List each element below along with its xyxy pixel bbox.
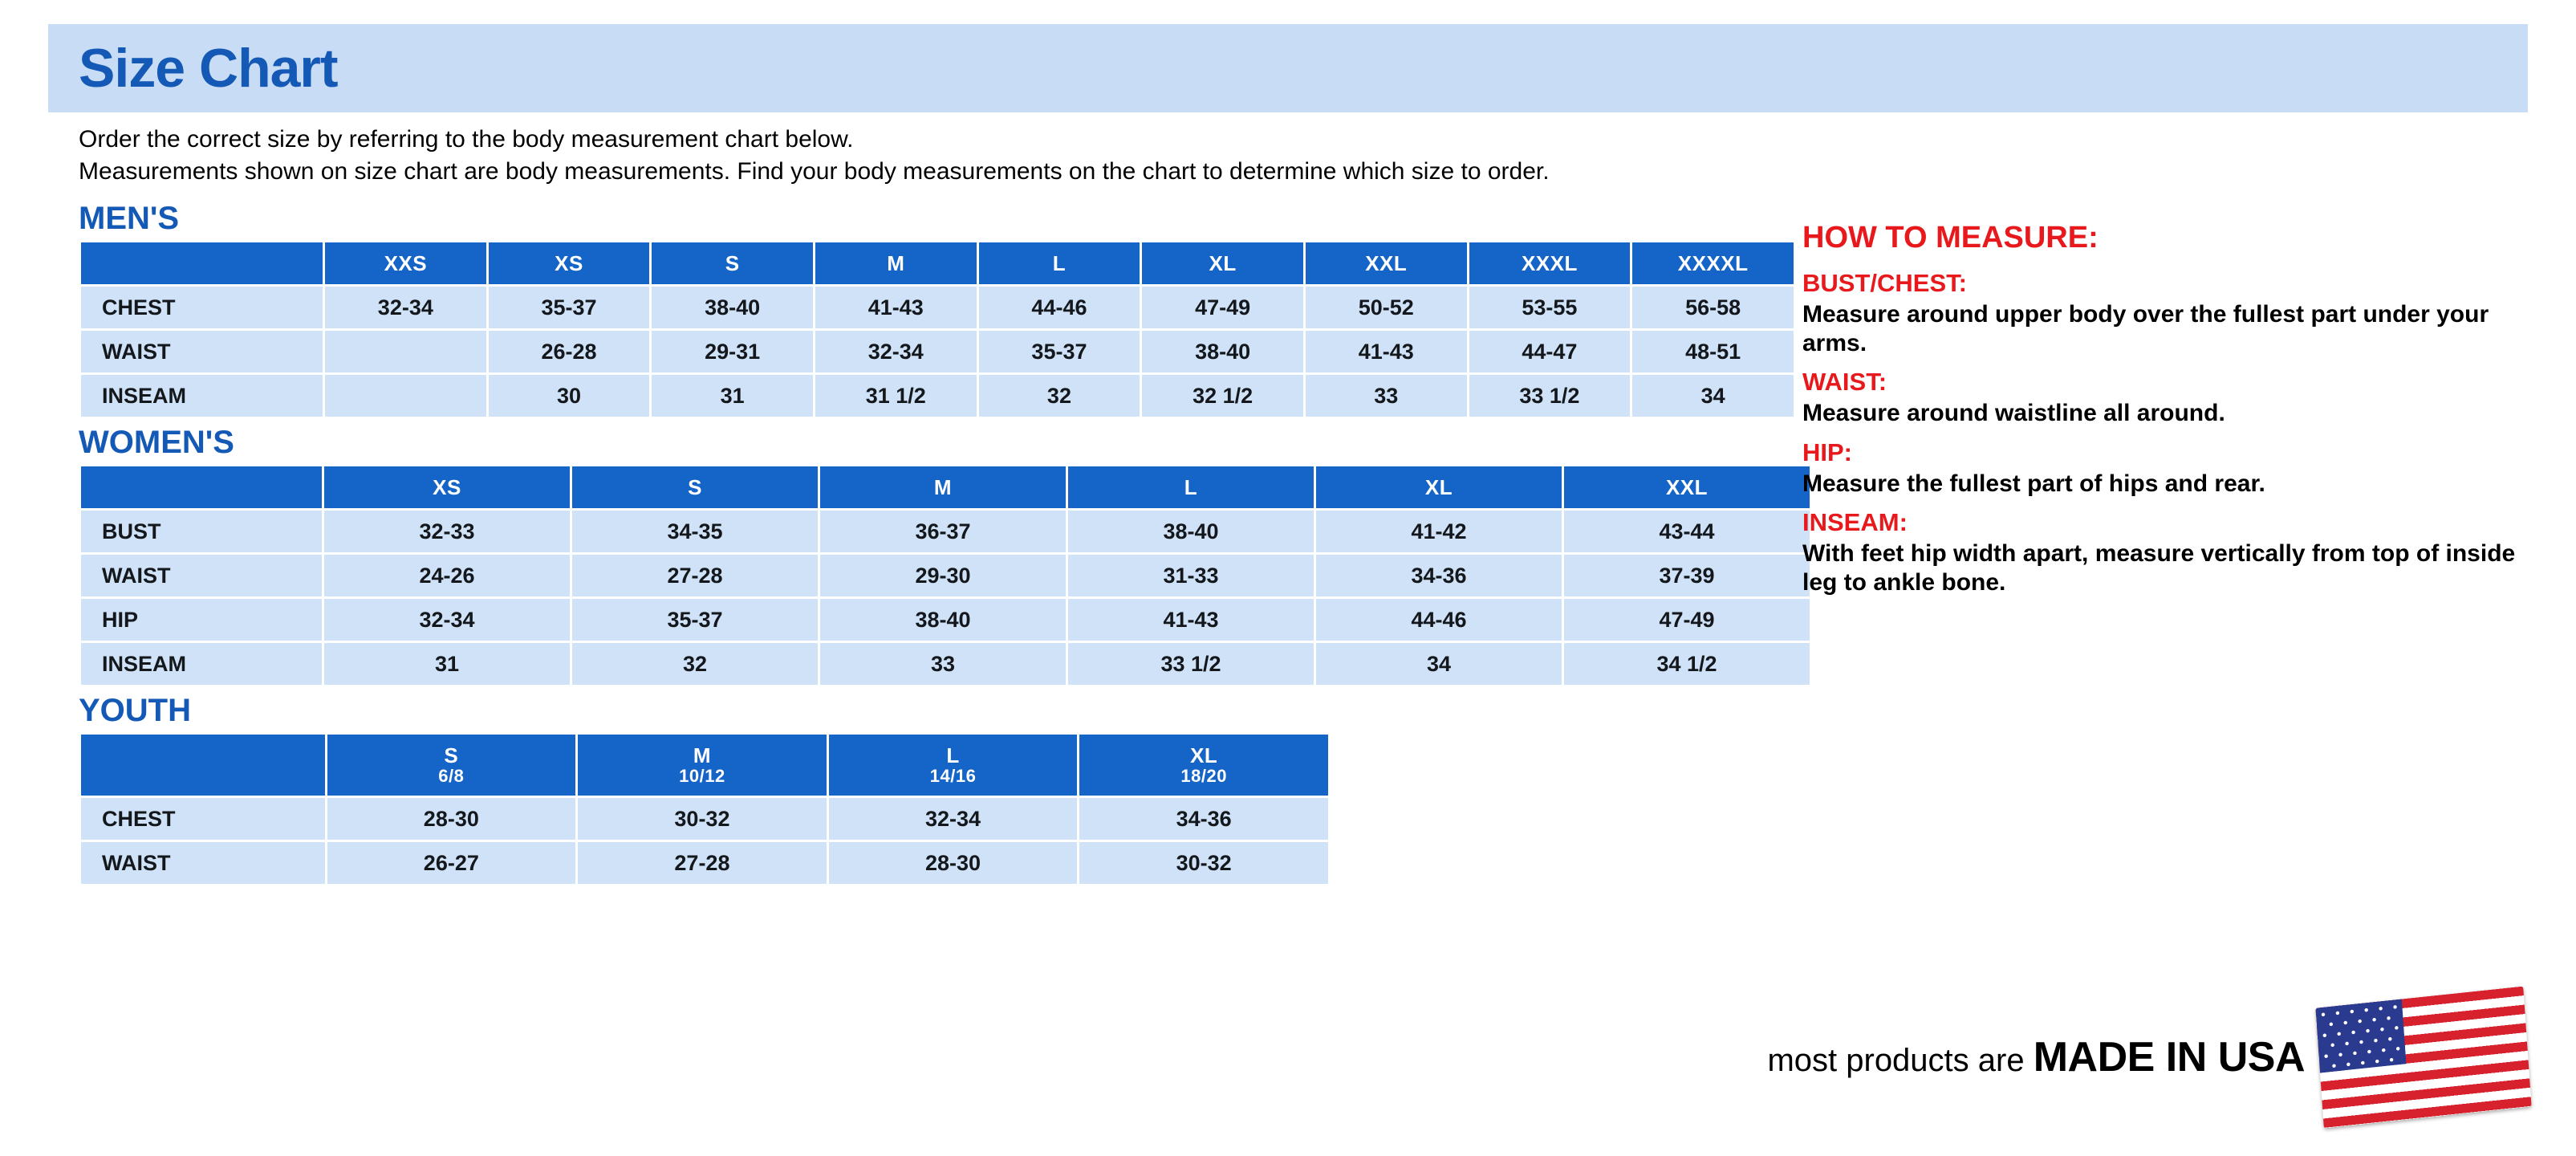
womens-inseam-s: 32 <box>572 643 818 685</box>
mens-waist-xxl: 41-43 <box>1306 331 1467 372</box>
mens-inseam-xl: 32 1/2 <box>1142 375 1303 417</box>
womens-header-xl: XL <box>1316 466 1562 508</box>
womens-row-label-bust: BUST <box>81 511 322 552</box>
made-in-usa-footer <box>1767 997 2528 1117</box>
womens-hip-l: 41-43 <box>1068 599 1314 641</box>
mens-header-xxxxl: XXXXL <box>1632 242 1794 284</box>
youth-chest-xl: 34-36 <box>1079 798 1328 840</box>
table-row <box>81 842 1328 884</box>
measure-desc-waist: Measure around waistline all around. <box>1802 400 2225 427</box>
mens-inseam-s: 31 <box>652 375 813 417</box>
measure-term-bust-chest: BUST/CHEST: <box>1802 269 1967 298</box>
intro-text <box>48 124 2528 187</box>
womens-waist-s: 27-28 <box>572 555 818 596</box>
womens-header-m: M <box>820 466 1066 508</box>
youth-row-label-chest: CHEST <box>81 798 325 840</box>
mens-header-xxl: XXL <box>1306 242 1467 284</box>
measure-desc-inseam: With feet hip width apart, measure vertically from top of inside leg to ankle bone. <box>1802 540 2516 596</box>
measure-desc-hip: Measure the fullest part of hips and rear. <box>1802 470 2265 497</box>
youth-header-s <box>327 735 576 796</box>
mens-chest-m: 41-43 <box>815 287 977 328</box>
mens-chest-xxs: 32-34 <box>325 287 486 328</box>
womens-bust-xs: 32-33 <box>324 511 570 552</box>
youth-header-m-sub: 10/12 <box>679 766 725 787</box>
mens-chest-xxl: 50-52 <box>1306 287 1467 328</box>
womens-row-label-waist: WAIST <box>81 555 322 596</box>
mens-chest-xl: 47-49 <box>1142 287 1303 328</box>
mens-chest-xs: 35-37 <box>489 287 650 328</box>
womens-header-xs: XS <box>324 466 570 508</box>
womens-inseam-m: 33 <box>820 643 1066 685</box>
mens-header-m: M <box>815 242 977 284</box>
intro-line-2: Measurements shown on size chart are body measurements. Find your body measurements on the chart to determine which size to order. <box>79 157 1550 185</box>
womens-header-s: S <box>572 466 818 508</box>
youth-waist-s: 26-27 <box>327 842 576 884</box>
womens-row-label-hip: HIP <box>81 599 322 641</box>
table-header-row <box>81 735 1328 796</box>
page-banner <box>48 24 2528 112</box>
youth-size-table <box>79 732 1331 886</box>
youth-header-l-sub: 14/16 <box>929 766 977 787</box>
mens-row-label-inseam: INSEAM <box>81 375 323 417</box>
mens-chest-xxxxl: 56-58 <box>1632 287 1794 328</box>
womens-bust-xxl: 43-44 <box>1564 511 1810 552</box>
mens-header-corner <box>81 242 323 284</box>
womens-inseam-xl: 34 <box>1316 643 1562 685</box>
womens-hip-s: 35-37 <box>572 599 818 641</box>
made-in-usa-prefix: most products are <box>1767 1043 2034 1078</box>
womens-bust-s: 34-35 <box>572 511 818 552</box>
womens-hip-xl: 44-46 <box>1316 599 1562 641</box>
youth-header-m-main: M <box>693 743 712 768</box>
intro-line-1: Order the correct size by referring to the body measurement chart below. <box>79 126 854 153</box>
mens-chest-s: 38-40 <box>652 287 813 328</box>
womens-inseam-xs: 31 <box>324 643 570 685</box>
womens-header-xxl: XXL <box>1564 466 1810 508</box>
table-row <box>81 599 1810 641</box>
womens-inseam-l: 33 1/2 <box>1068 643 1314 685</box>
mens-waist-l: 35-37 <box>979 331 1140 372</box>
womens-hip-m: 38-40 <box>820 599 1066 641</box>
womens-waist-xs: 24-26 <box>324 555 570 596</box>
womens-hip-xs: 32-34 <box>324 599 570 641</box>
mens-header-l: L <box>979 242 1140 284</box>
mens-size-table <box>79 240 1796 419</box>
womens-bust-l: 38-40 <box>1068 511 1314 552</box>
youth-header-m <box>578 735 827 796</box>
womens-size-table <box>79 464 1812 687</box>
usa-flag-icon <box>2315 987 2531 1129</box>
table-header-row <box>81 466 1810 508</box>
mens-inseam-xs: 30 <box>489 375 650 417</box>
mens-waist-xs: 26-28 <box>489 331 650 372</box>
table-row <box>81 331 1794 372</box>
mens-waist-m: 32-34 <box>815 331 977 372</box>
mens-row-label-waist: WAIST <box>81 331 323 372</box>
table-row <box>81 287 1794 328</box>
table-row <box>81 798 1328 840</box>
youth-header-xl-main: XL <box>1190 743 1218 768</box>
mens-inseam-xxs <box>325 375 486 417</box>
youth-header-xl-sub: 18/20 <box>1180 766 1227 787</box>
youth-waist-m: 27-28 <box>578 842 827 884</box>
youth-header-l <box>829 735 1078 796</box>
page-title: Size Chart <box>79 38 338 99</box>
youth-chest-m: 30-32 <box>578 798 827 840</box>
mens-inseam-l: 32 <box>979 375 1140 417</box>
youth-header-l-main: L <box>946 743 960 768</box>
mens-inseam-xxxxl: 34 <box>1632 375 1794 417</box>
table-header-row <box>81 242 1794 284</box>
measure-term-inseam: INSEAM: <box>1802 508 1908 537</box>
womens-bust-m: 36-37 <box>820 511 1066 552</box>
mens-section-title: MEN'S <box>79 201 180 237</box>
table-row <box>81 511 1810 552</box>
mens-inseam-m: 31 1/2 <box>815 375 977 417</box>
flag-canton <box>2315 999 2406 1073</box>
womens-section-title: WOMEN'S <box>79 425 234 461</box>
mens-header-xxs: XXS <box>325 242 486 284</box>
youth-header-xl <box>1079 735 1328 796</box>
table-row <box>81 643 1810 685</box>
youth-header-s-sub: 6/8 <box>438 766 465 787</box>
womens-waist-xxl: 37-39 <box>1564 555 1810 596</box>
youth-header-corner <box>81 735 325 796</box>
measure-desc-bust-chest: Measure around upper body over the fullest part under your arms. <box>1802 301 2489 356</box>
mens-waist-xl: 38-40 <box>1142 331 1303 372</box>
mens-header-xs: XS <box>489 242 650 284</box>
made-in-usa-strong: MADE IN USA <box>2033 1034 2305 1081</box>
how-to-measure-column <box>1774 195 2528 886</box>
mens-row-label-chest: CHEST <box>81 287 323 328</box>
womens-hip-xxl: 47-49 <box>1564 599 1810 641</box>
youth-waist-xl: 30-32 <box>1079 842 1328 884</box>
womens-header-l: L <box>1068 466 1314 508</box>
made-in-usa-text <box>1767 1033 2305 1081</box>
womens-waist-xl: 34-36 <box>1316 555 1562 596</box>
mens-inseam-xxl: 33 <box>1306 375 1467 417</box>
youth-waist-l: 28-30 <box>829 842 1078 884</box>
mens-chest-xxxl: 53-55 <box>1469 287 1631 328</box>
mens-waist-xxxxl: 48-51 <box>1632 331 1794 372</box>
womens-bust-xl: 41-42 <box>1316 511 1562 552</box>
mens-waist-xxxl: 44-47 <box>1469 331 1631 372</box>
mens-chest-l: 44-46 <box>979 287 1140 328</box>
mens-header-xl: XL <box>1142 242 1303 284</box>
youth-chest-s: 28-30 <box>327 798 576 840</box>
youth-row-label-waist: WAIST <box>81 842 325 884</box>
womens-waist-m: 29-30 <box>820 555 1066 596</box>
table-row <box>81 555 1810 596</box>
womens-row-label-inseam: INSEAM <box>81 643 322 685</box>
womens-header-corner <box>81 466 322 508</box>
tables-column <box>48 195 1774 886</box>
youth-header-s-main: S <box>444 743 459 768</box>
how-to-measure-title: HOW TO MEASURE: <box>1802 221 2099 255</box>
youth-section-title: YOUTH <box>79 693 191 729</box>
mens-header-xxxl: XXXL <box>1469 242 1631 284</box>
measure-term-waist: WAIST: <box>1802 368 1887 397</box>
mens-waist-s: 29-31 <box>652 331 813 372</box>
mens-header-s: S <box>652 242 813 284</box>
womens-inseam-xxl: 34 1/2 <box>1564 643 1810 685</box>
womens-waist-l: 31-33 <box>1068 555 1314 596</box>
mens-waist-xxs <box>325 331 486 372</box>
mens-inseam-xxxl: 33 1/2 <box>1469 375 1631 417</box>
youth-chest-l: 32-34 <box>829 798 1078 840</box>
table-row <box>81 375 1794 417</box>
measure-term-hip: HIP: <box>1802 438 1852 466</box>
size-chart-page <box>0 24 2576 1156</box>
